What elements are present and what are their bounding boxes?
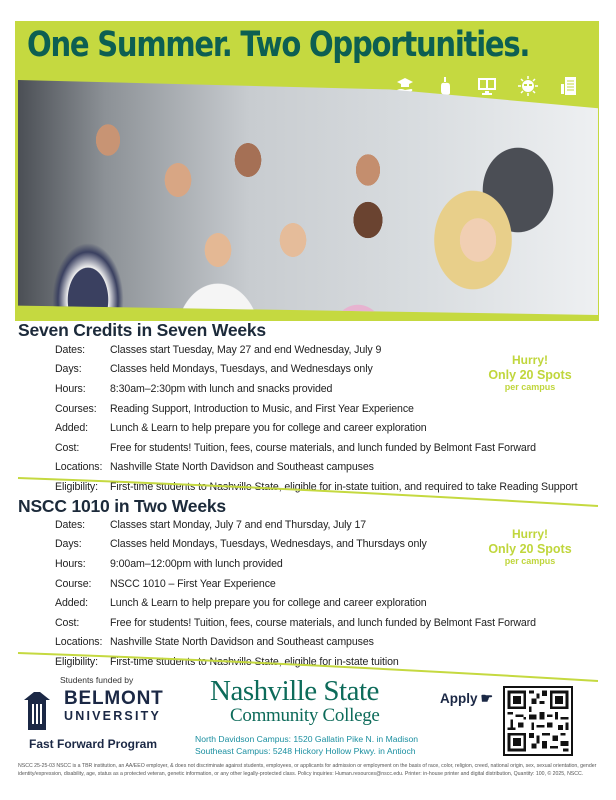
southeast-address: Southeast Campus: 5248 Hickory Hollow Pkwy. in Antioch xyxy=(195,746,416,756)
detail-row-locations: Locations: Nashville State North Davidson and Southeast campuses xyxy=(55,636,374,649)
section2-hurry-callout: Hurry! Only 20 Spots per campus xyxy=(488,527,572,567)
pointing-hand-icon: ☛ xyxy=(480,690,494,706)
sun-sunglasses-icon xyxy=(518,76,538,96)
notebook-pencil-icon xyxy=(559,76,579,96)
detail-row-hours: Hours: 9:00am–12:00pm with lunch provided xyxy=(55,557,283,570)
section1-title: Seven Credits in Seven Weeks xyxy=(18,320,266,340)
monitor-book-icon xyxy=(477,76,497,96)
detail-row-days: Days: Classes held Mondays, Tuesdays, and Wednesdays only xyxy=(55,363,373,376)
detail-row-course: Course: NSCC 1010 – First Year Experience xyxy=(55,577,276,590)
belmont-name: BELMONT xyxy=(64,688,164,709)
fast-forward-program: Fast Forward Program xyxy=(29,737,158,751)
apply-qr-code[interactable] xyxy=(503,686,573,756)
section1-hurry-callout: Hurry! Only 20 Spots per campus xyxy=(488,353,572,393)
north-davidson-address: North Davidson Campus: 1520 Gallatin Pike N. in Madison xyxy=(195,734,419,744)
nscc-logo-subname: Community College xyxy=(230,705,380,726)
headline: One Summer. Two Opportunities. xyxy=(27,25,530,65)
detail-row-dates: Dates: Classes start Tuesday, May 27 and end Wednesday, July 9 xyxy=(55,343,382,356)
funded-by-label: Students funded by xyxy=(60,675,134,685)
belmont-university: UNIVERSITY xyxy=(64,709,162,723)
belmont-tower-logo-icon xyxy=(20,690,54,730)
section2-title: NSCC 1010 in Two Weeks xyxy=(18,496,226,516)
detail-row-days: Days: Classes held Mondays, Tuesdays, Wednesdays, and Thursdays only xyxy=(55,538,427,551)
legal-disclaimer: NSCC 25-25-03 NSCC is a TBR institution, an AA/EEO employer, & does not discriminate against students, employees, or applicants for admission or employment on the basis of race, color, religion, creed, national origin, sex, sexual orientation, gender identity/expression, disability, age, status as a protected veteran, genetic information, or any other legally-protected class. Policy inquiries: Human.resources@nscc.edu. Printer: in-house printer and digital distribution, Quantity: 100, © 2025, NSCC. xyxy=(18,763,597,777)
detail-row-cost: Cost: Free for students! Tuition, fees, course materials, and lunch funded by Belmont Fast Forward xyxy=(55,616,536,629)
detail-row-dates: Dates: Classes start Monday, July 7 and end Thursday, July 17 xyxy=(55,518,367,531)
students-group-photo xyxy=(18,80,598,315)
detail-row-added: Added: Lunch & Learn to help prepare you for college and career exploration xyxy=(55,597,427,610)
detail-row-locations: Locations: Nashville State North Davidson and Southeast campuses xyxy=(55,461,374,474)
detail-row-eligibility: Eligibility: First-time students to Nashville State, eligible for in-state tuition, and required to take Reading Support xyxy=(55,480,578,493)
detail-row-cost: Cost: Free for students! Tuition, fees, course materials, and lunch funded by Belmont Fast Forward xyxy=(55,441,536,454)
apple-hand-icon xyxy=(436,76,456,96)
detail-row-courses: Courses: Reading Support, Introduction to Music, and First Year Experience xyxy=(55,402,414,415)
nscc-logo-name: Nashville State xyxy=(210,675,379,707)
campus-addresses xyxy=(195,733,418,757)
detail-row-eligibility: Eligibility: First-time students to Nashville State, eligible for in-state tuition xyxy=(55,655,399,668)
apply-label: Apply ☛ xyxy=(440,690,494,706)
detail-row-added: Added: Lunch & Learn to help prepare you for college and career exploration xyxy=(55,422,427,435)
detail-row-hours: Hours: 8:30am–2:30pm with lunch and snacks provided xyxy=(55,382,333,395)
